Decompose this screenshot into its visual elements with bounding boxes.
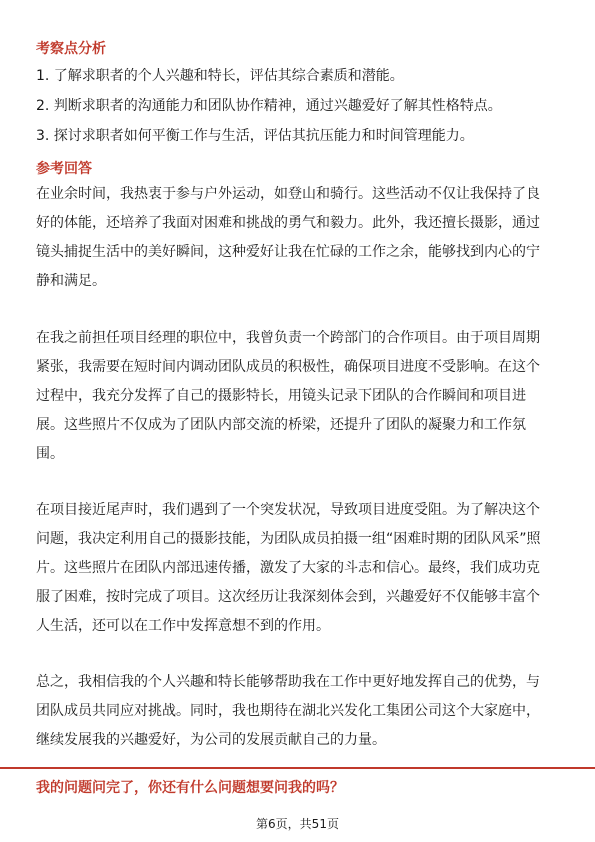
text-line: 团队成员共同应对挑战。同时，我也期待在湖北兴发化工集团公司这个大家庭中， (36, 703, 540, 719)
answer-heading: 参考回答 (36, 161, 92, 177)
text-line: 人生活，还可以在工作中发挥意想不到的作用。 (36, 618, 330, 634)
text-line: 继续发展我的兴趣爱好，为公司的发展贡献自己的力量。 (36, 732, 386, 748)
text-line: 围。 (36, 446, 64, 462)
analysis-item: 1. 了解求职者的个人兴趣和特长，评估其综合素质和潜能。 (36, 68, 404, 84)
text-line: 好的体能，还培养了我面对困难和挑战的勇气和毅力。此外，我还擅长摄影，通过 (36, 215, 540, 231)
closing-question: 我的问题问完了，你还有什么问题想要问我的吗？ (36, 780, 344, 796)
page-number: 第6页，共51页 (256, 817, 339, 831)
text-line: 过程中，我充分发挥了自己的摄影特长，用镜头记录下团队的合作瞬间和项目进 (36, 388, 526, 404)
text-line: 片。这些照片在团队内部迅速传播，激发了大家的斗志和信心。最终，我们成功克 (36, 560, 540, 576)
analysis-item: 2. 判断求职者的沟通能力和团队协作精神，通过兴趣爱好了解其性格特点。 (36, 98, 502, 114)
text-line: 紧张，我需要在短时间内调动团队成员的积极性，确保项目进度不受影响。在这个 (36, 359, 540, 375)
text-line: 在项目接近尾声时，我们遇到了一个突发状况，导致项目进度受阻。为了解决这个 (36, 502, 540, 518)
text-line: 镜头捕捉生活中的美好瞬间，这种爱好让我在忙碌的工作之余，能够找到内心的宁 (36, 244, 540, 260)
text-line: 问题，我决定利用自己的摄影技能，为团队成员拍摄一组“困难时期的团队风采”照 (36, 531, 541, 547)
analysis-item: 3. 探讨求职者如何平衡工作与生活，评估其抗压能力和时间管理能力。 (36, 128, 474, 144)
text-line: 在我之前担任项目经理的职位中，我曾负责一个跨部门的合作项目。由于项目周期 (36, 330, 540, 346)
analysis-heading: 考察点分析 (36, 41, 106, 57)
text-line: 静和满足。 (36, 273, 106, 289)
divider (0, 767, 595, 769)
text-line: 展。这些照片不仅成为了团队内部交流的桥梁，还提升了团队的凝聚力和工作氛 (36, 417, 526, 433)
text-line: 在业余时间，我热衷于参与户外运动，如登山和骑行。这些活动不仅让我保持了良 (36, 186, 540, 202)
text-line: 服了困难，按时完成了项目。这次经历让我深刻体会到，兴趣爱好不仅能够丰富个 (36, 589, 540, 605)
text-line: 总之，我相信我的个人兴趣和特长能够帮助我在工作中更好地发挥自己的优势，与 (36, 674, 540, 690)
